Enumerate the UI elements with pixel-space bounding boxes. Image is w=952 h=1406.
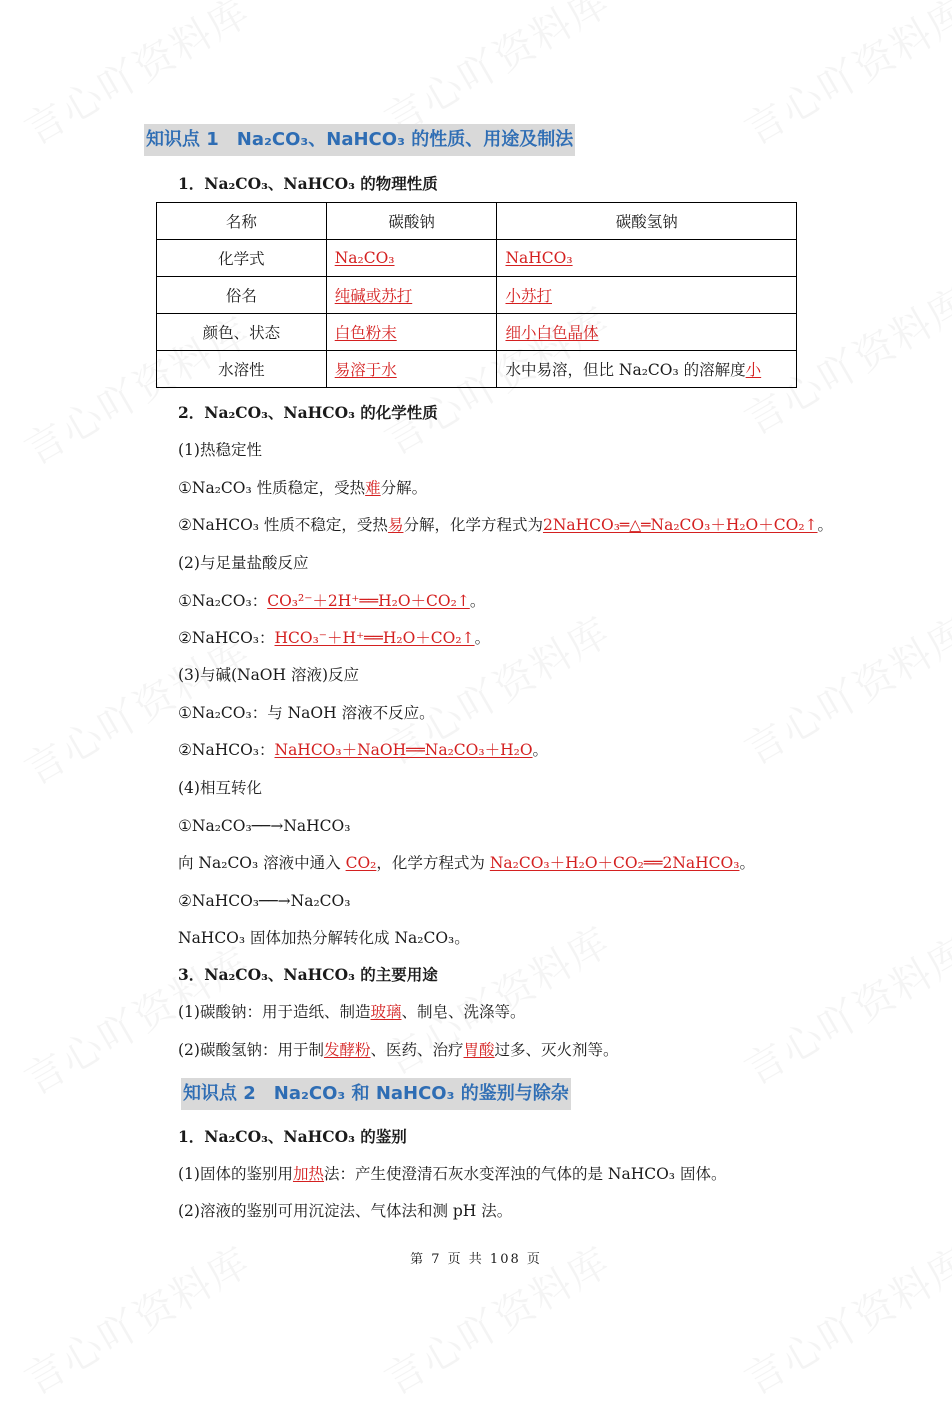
paragraph: ②NaHCO₃──→Na₂CO₃ <box>178 892 351 910</box>
answer-equation: CO₃²⁻＋2H⁺══H₂O＋CO₂↑ <box>267 592 470 610</box>
knowledge-point-2-title: 知识点 2 Na₂CO₃ 和 NaHCO₃ 的鉴别与除杂 <box>181 1078 571 1110</box>
physical-properties-table <box>156 202 797 388</box>
knowledge-point-1-title: 知识点 1 Na₂CO₃、NaHCO₃ 的性质、用途及制法 <box>144 124 575 156</box>
paragraph: (1)固体的鉴别用加热法：产生使澄清石灰水变浑浊的气体的是 NaHCO₃ 固体。 <box>178 1165 727 1183</box>
row-label: 俗名 <box>157 277 327 314</box>
answer-text: 易溶于水 <box>334 361 397 379</box>
table-header: 碳酸钠 <box>326 203 497 240</box>
answer-text: 胃酸 <box>463 1041 495 1059</box>
answer-text: 玻璃 <box>370 1003 402 1021</box>
answer-text: 发酵粉 <box>323 1041 371 1059</box>
watermark <box>733 0 952 156</box>
table-header: 名称 <box>157 203 327 240</box>
answer-equation: HCO₃⁻＋H⁺══H₂O＋CO₂↑ <box>274 629 475 647</box>
answer-text: 纯碱或苏打 <box>334 287 413 305</box>
answer-text: 易 <box>387 516 404 534</box>
section-1-heading: 1．Na₂CO₃、NaHCO₃ 的物理性质 <box>178 174 438 193</box>
cell-text: 水中易溶，但比 Na₂CO₃ 的溶解度 <box>505 361 746 379</box>
table-cell <box>497 314 797 351</box>
table-cell <box>326 314 497 351</box>
section-3-heading: 3．Na₂CO₃、NaHCO₃ 的主要用途 <box>178 965 438 984</box>
answer-equation: Na₂CO₃＋H₂O＋CO₂══2NaHCO₃ <box>489 854 740 872</box>
paragraph: (2)与足量盐酸反应 <box>178 554 309 572</box>
paragraph: (1)碳酸钠：用于造纸、制造玻璃、制皂、洗涤等。 <box>178 1003 526 1021</box>
table-cell <box>497 277 797 314</box>
paragraph: ②NaHCO₃：NaHCO₃＋NaOH══Na₂CO₃＋H₂O。 <box>178 741 549 759</box>
paragraph: ②NaHCO₃：HCO₃⁻＋H⁺══H₂O＋CO₂↑。 <box>178 629 491 647</box>
section-2-heading: 2．Na₂CO₃、NaHCO₃ 的化学性质 <box>178 403 438 422</box>
table-header-row <box>157 203 797 240</box>
paragraph: (2)碳酸氢钠：用于制发酵粉、医药、治疗胃酸过多、灭火剂等。 <box>178 1041 619 1059</box>
table-cell <box>326 277 497 314</box>
paragraph: ②NaHCO₃ 性质不稳定，受热易分解，化学方程式为2NaHCO₃═△═Na₂CO₃＋H₂O＋CO₂↑。 <box>178 516 834 534</box>
table-row <box>157 314 797 351</box>
table-cell <box>497 351 797 388</box>
paragraph: ①Na₂CO₃──→NaHCO₃ <box>178 817 351 835</box>
table-row <box>157 351 797 388</box>
answer-text: CO₂ <box>345 854 377 872</box>
watermark <box>733 921 952 1096</box>
answer-equation: 2NaHCO₃═△═Na₂CO₃＋H₂O＋CO₂↑ <box>542 516 818 534</box>
paragraph: NaHCO₃ 固体加热分解转化成 Na₂CO₃。 <box>178 929 470 947</box>
answer-text: 白色粉末 <box>334 324 397 342</box>
row-label: 水溶性 <box>157 351 327 388</box>
paragraph: 向 Na₂CO₃ 溶液中通入 CO₂，化学方程式为 Na₂CO₃＋H₂O＋CO₂══2NaHCO₃。 <box>178 854 755 872</box>
answer-text: NaHCO₃ <box>505 249 573 267</box>
paragraph: (3)与碱(NaOH 溶液)反应 <box>178 666 360 684</box>
answer-text: Na₂CO₃ <box>334 249 395 267</box>
paragraph: (1)热稳定性 <box>178 441 262 459</box>
answer-equation: NaHCO₃＋NaOH══Na₂CO₃＋H₂O <box>274 741 533 759</box>
answer-text: 小 <box>745 361 762 379</box>
row-label: 颜色、状态 <box>157 314 327 351</box>
paragraph: ①Na₂CO₃：CO₃²⁻＋2H⁺══H₂O＋CO₂↑。 <box>178 592 486 610</box>
table-cell <box>497 240 797 277</box>
paragraph: (2)溶液的鉴别可用沉淀法、气体法和测 pH 法。 <box>178 1202 513 1220</box>
page-number-footer: 第 7 页 共 108 页 <box>410 1252 542 1267</box>
row-label: 化学式 <box>157 240 327 277</box>
paragraph: ①Na₂CO₃：与 NaOH 溶液不反应。 <box>178 704 435 722</box>
answer-text: 难 <box>365 479 381 497</box>
answer-text: 细小白色晶体 <box>505 324 599 342</box>
table-row <box>157 277 797 314</box>
paragraph: (4)相互转化 <box>178 779 262 797</box>
paragraph: ①Na₂CO₃ 性质稳定，受热难分解。 <box>178 479 428 497</box>
answer-text: 加热 <box>292 1165 324 1183</box>
watermark <box>733 601 952 776</box>
table-cell <box>326 240 497 277</box>
section-heading: 1．Na₂CO₃、NaHCO₃ 的鉴别 <box>178 1127 407 1146</box>
table-row <box>157 240 797 277</box>
table-header: 碳酸氢钠 <box>497 203 797 240</box>
answer-text: 小苏打 <box>505 287 552 305</box>
table-cell <box>326 351 497 388</box>
